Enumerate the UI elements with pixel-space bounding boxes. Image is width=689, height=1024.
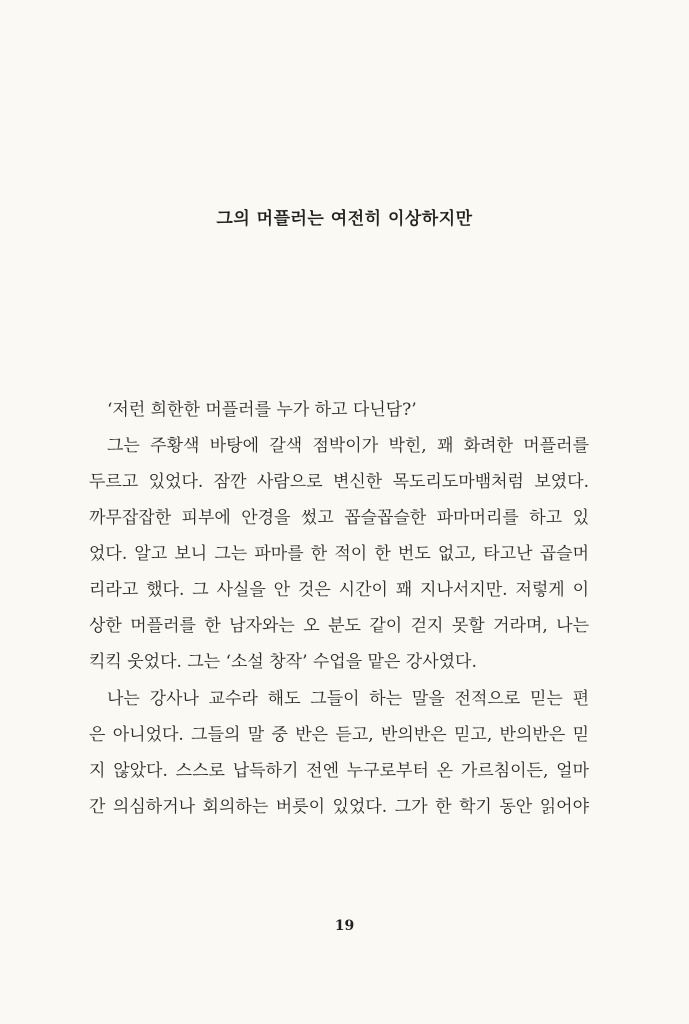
chapter-title: 그의 머플러는 여전히 이상하지만: [216, 209, 473, 229]
body-line: 나는 강사나 교수라 해도 그들이 하는 말을 전적으로 믿는 편: [107, 689, 589, 709]
body-line: ‘저런 희한한 머플러를 누가 하고 다닌담?’: [107, 400, 417, 420]
body-line: 었다. 알고 보니 그는 파마를 한 적이 한 번도 없고, 타고난 곱슬머: [89, 544, 589, 564]
page-number: 19: [334, 918, 355, 934]
body-line: 킥킥 웃었다. 그는 ‘소설 창작’ 수업을 맡은 강사였다.: [89, 652, 477, 672]
body-line: 리라고 했다. 그 사실을 안 것은 시간이 꽤 지나서지만. 저렇게 이: [89, 580, 589, 600]
body-line: 그는 주황색 바탕에 갈색 점박이가 박힌, 꽤 화려한 머플러를: [107, 436, 589, 456]
body-line: 지 않았다. 스스로 납득하기 전엔 누구로부터 온 가르침이든, 얼마: [89, 761, 589, 781]
body-line: 간 의심하거나 회의하는 버릇이 있었다. 그가 한 학기 동안 읽어야: [89, 797, 589, 817]
body-line: 상한 머플러를 한 남자와는 오 분도 같이 걷지 못할 거라며, 나는: [89, 616, 589, 636]
body-line: 은 아니었다. 그들의 말 중 반은 듣고, 반의반은 믿고, 반의반은 믿: [89, 725, 589, 745]
body-line: 까무잡잡한 피부에 안경을 썼고 꼽슬꼽슬한 파마머리를 하고 있: [89, 508, 589, 528]
body-line: 두르고 있었다. 잠깐 사람으로 변신한 목도리도마뱀처럼 보였다.: [89, 472, 589, 492]
